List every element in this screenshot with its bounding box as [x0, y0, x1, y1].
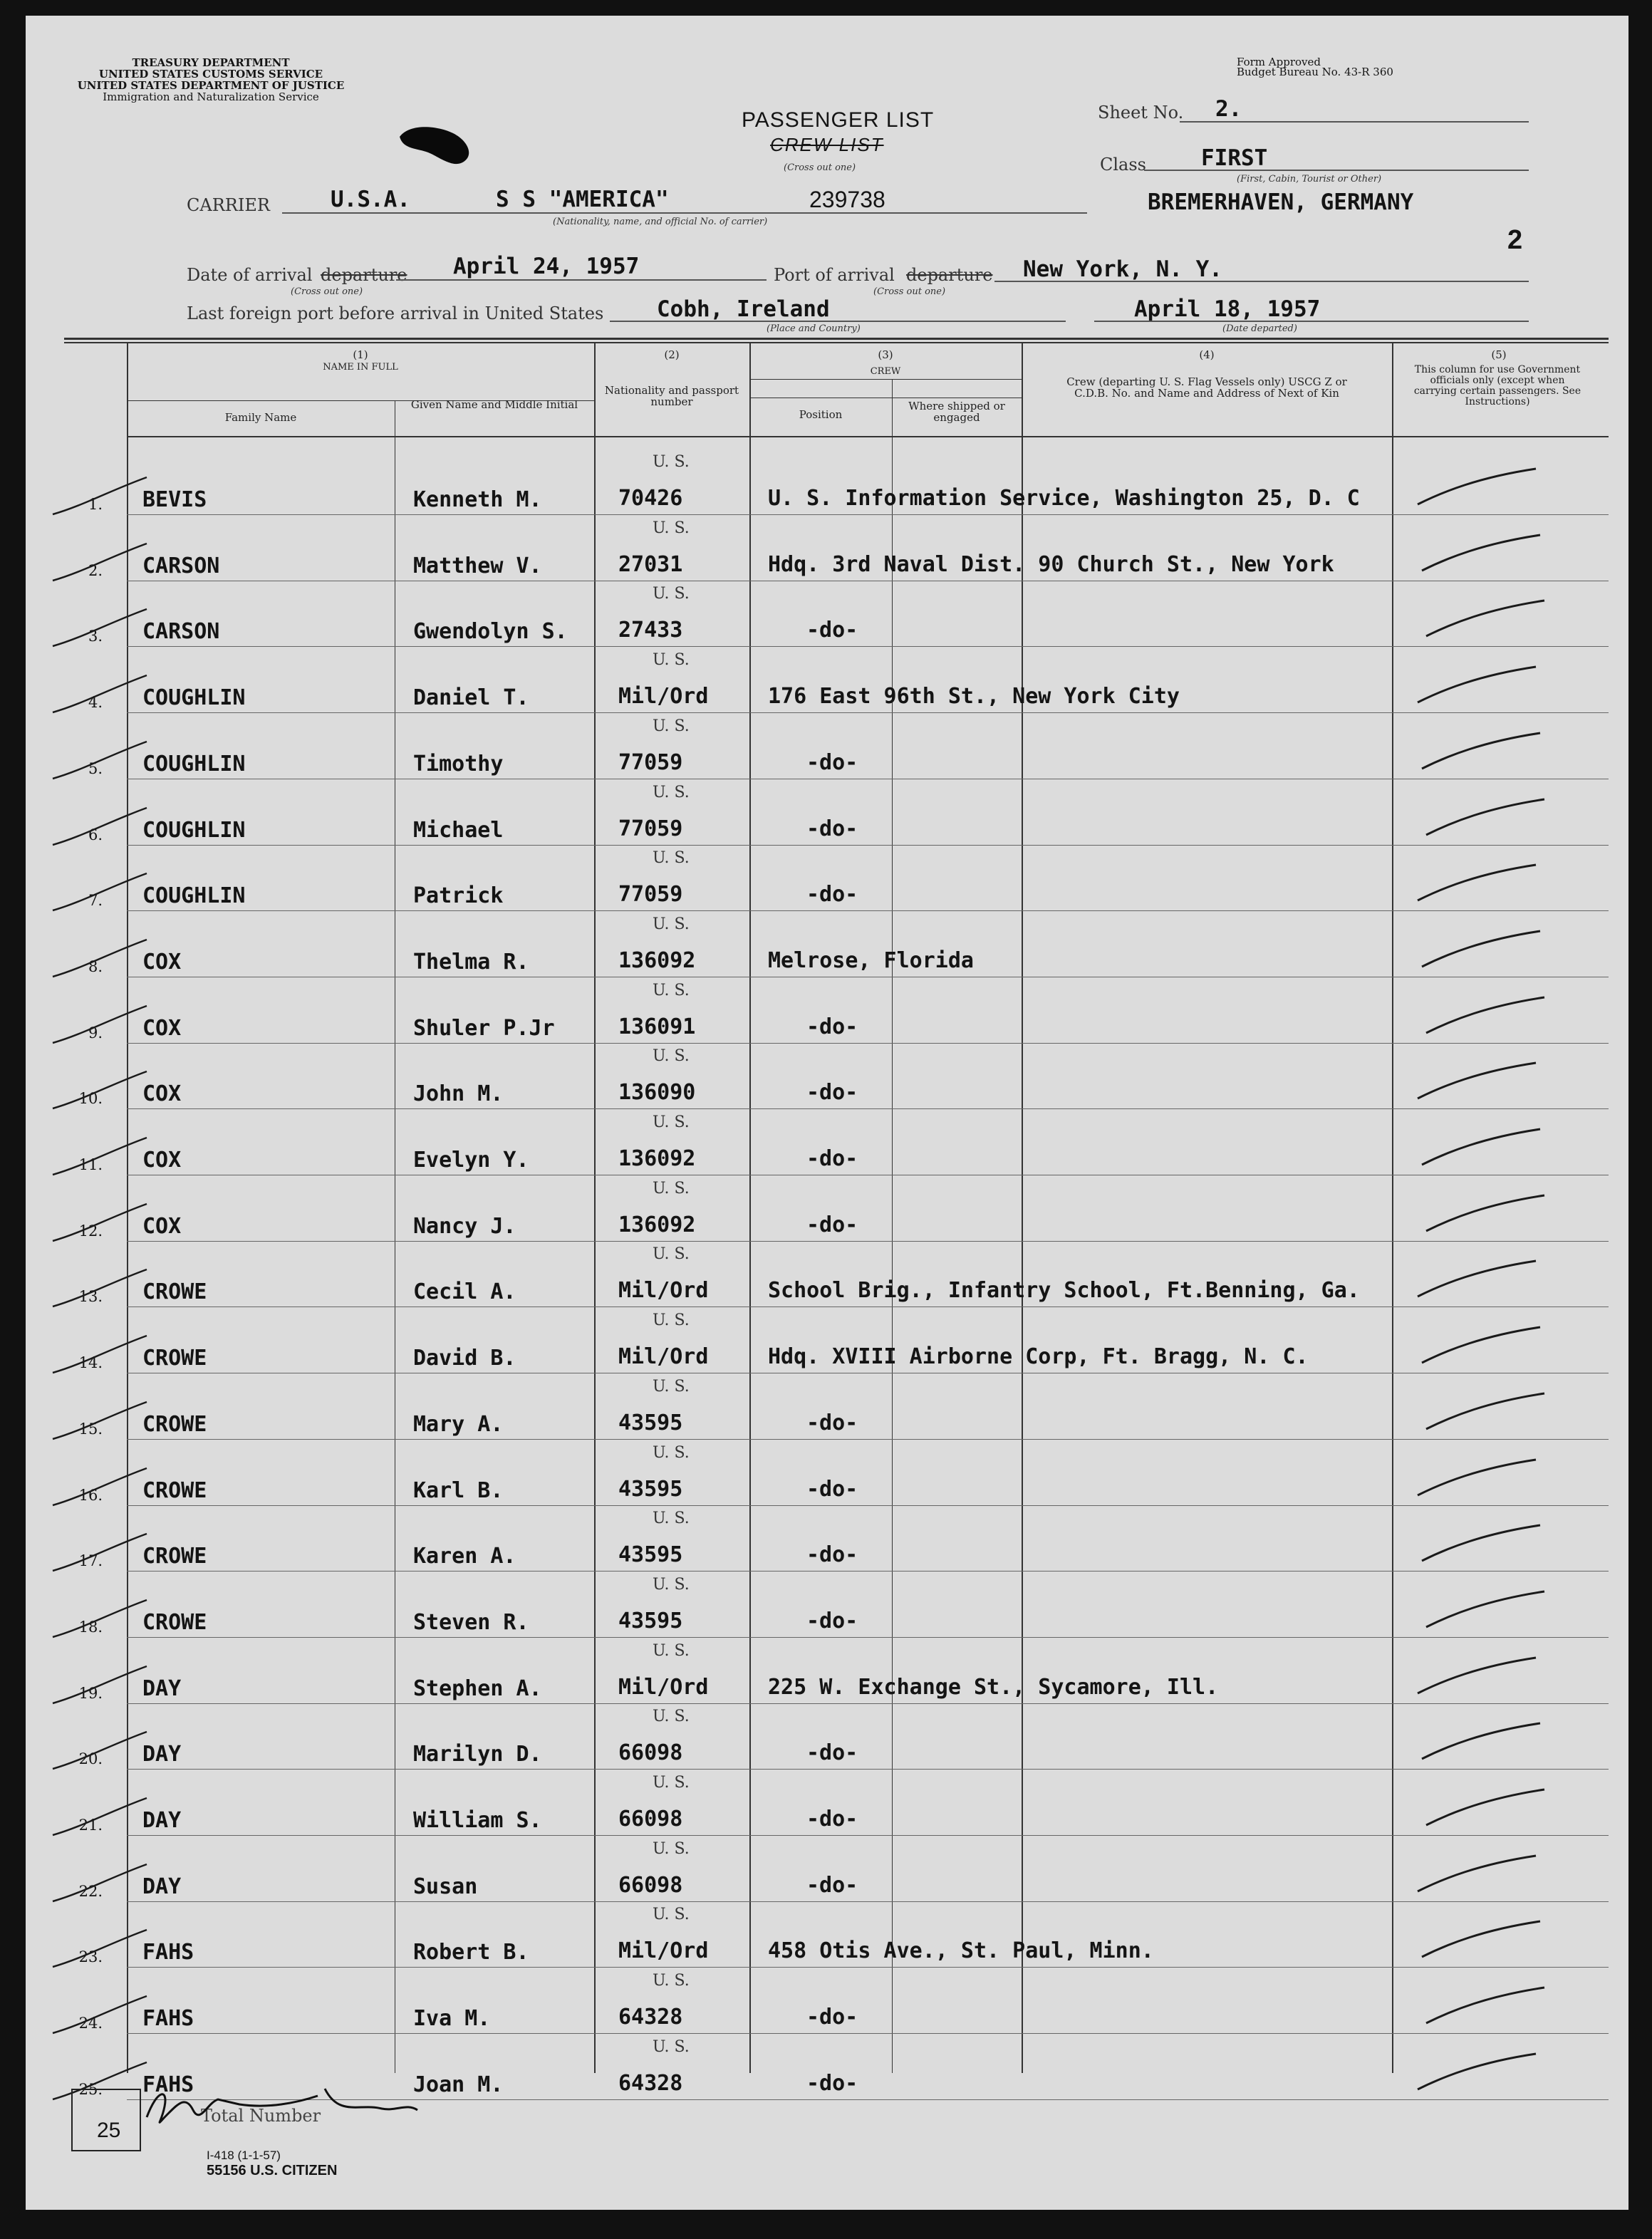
- family-name: CARSON: [142, 554, 220, 578]
- family-name: DAY: [142, 1874, 182, 1899]
- tick-mark-icon: [47, 1531, 154, 1581]
- given-name: Robert B.: [413, 1940, 529, 1965]
- row-number: 21.: [78, 1817, 103, 1834]
- port-cross-hint: (Cross out one): [873, 286, 946, 297]
- row-divider: [127, 1505, 1609, 1506]
- tick-mark-icon: [47, 474, 154, 524]
- tick-mark-icon: [47, 1927, 154, 1977]
- row-number: 18.: [78, 1619, 103, 1636]
- family-name: COUGHLIN: [142, 883, 246, 908]
- row-divider: [127, 2033, 1609, 2034]
- check-mark-icon: [1412, 1916, 1554, 1965]
- departure-port: BREMERHAVEN, GERMANY: [1148, 189, 1414, 215]
- nationality: U. S.: [653, 2038, 690, 2056]
- nationality: U. S.: [653, 1245, 690, 1263]
- nationality: U. S.: [653, 1972, 690, 1990]
- check-mark-icon: [1412, 1321, 1554, 1371]
- check-mark-icon: [1416, 1784, 1559, 1834]
- page-mark: 2: [1507, 225, 1523, 255]
- row-number: 16.: [78, 1487, 103, 1504]
- agency-line-4: Immigration and Naturalization Service: [103, 90, 319, 103]
- family-name: BEVIS: [142, 487, 207, 512]
- family-name: CROWE: [142, 1478, 207, 1503]
- given-name: Stephen A.: [413, 1676, 542, 1701]
- col3-title: CREW: [870, 366, 901, 377]
- row-divider: [127, 1967, 1609, 1968]
- ink-blot: [396, 115, 482, 172]
- passport-number: 136092: [618, 948, 696, 973]
- row-number: 13.: [78, 1288, 103, 1305]
- nationality: U. S.: [653, 651, 690, 669]
- col4-number: (4): [1199, 348, 1215, 361]
- agency-line-3: UNITED STATES DEPARTMENT OF JUSTICE: [77, 79, 345, 92]
- next-of-kin-address: 458 Otis Ave., St. Paul, Minn.: [768, 1938, 1154, 1963]
- given-name: William S.: [413, 1808, 542, 1833]
- next-of-kin-address: -do-: [806, 1807, 858, 1832]
- family-name: CROWE: [142, 1610, 207, 1635]
- col1-title: NAME IN FULL: [323, 362, 398, 373]
- next-of-kin-address: -do-: [806, 618, 858, 643]
- tick-mark-icon: [47, 1795, 154, 1845]
- last-port-hint: (Place and Country): [767, 323, 861, 334]
- next-of-kin-address: Hdq. XVIII Airborne Corp, Ft. Bragg, N. C.: [768, 1344, 1309, 1369]
- tick-mark-icon: [47, 871, 154, 920]
- next-of-kin-address: 176 East 96th St., New York City: [768, 684, 1180, 709]
- passport-number: Mil/Ord: [618, 1278, 709, 1303]
- signature: [125, 2074, 439, 2139]
- form-title: PASSENGER LIST: [742, 108, 935, 132]
- cross-out-hint: (Cross out one): [784, 162, 856, 173]
- row-divider: [127, 712, 1609, 713]
- given-name: Thelma R.: [413, 950, 529, 975]
- carrier-number: 239738: [809, 187, 885, 212]
- check-mark-icon: [1412, 529, 1554, 579]
- carrier-hint: (Nationality, name, and official No. of carrier): [553, 217, 768, 227]
- next-of-kin-address: -do-: [806, 2071, 858, 2096]
- row-divider: [127, 646, 1609, 647]
- check-mark-icon: [1416, 992, 1559, 1041]
- row-number: 23.: [78, 1948, 103, 1965]
- total-label: Total Number: [201, 2106, 321, 2126]
- check-mark-icon: [1412, 1519, 1554, 1569]
- family-name: CROWE: [142, 1544, 207, 1569]
- next-of-kin-address: -do-: [806, 1014, 858, 1039]
- row-number: 8.: [88, 958, 103, 975]
- check-mark-icon: [1416, 1982, 1559, 2032]
- check-mark-icon: [1408, 1850, 1550, 1900]
- where-shipped-header: Where shipped or engaged: [908, 400, 1005, 424]
- passport-number: 66098: [618, 1807, 683, 1832]
- check-mark-icon: [1412, 727, 1554, 777]
- given-name: Cecil A.: [413, 1279, 516, 1304]
- given-name: Gwendolyn S.: [413, 619, 568, 644]
- nationality: U. S.: [653, 1311, 690, 1329]
- tick-mark-icon: [47, 1663, 154, 1713]
- form-approved-2: Budget Bureau No. 43-R 360: [1237, 66, 1393, 78]
- nationality: U. S.: [653, 1180, 690, 1198]
- given-name: Patrick: [413, 883, 504, 908]
- row-number: 25.: [78, 2081, 103, 2098]
- tick-mark-icon: [47, 1069, 154, 1118]
- row-divider: [127, 1703, 1609, 1704]
- row-number: 20.: [78, 1750, 103, 1767]
- class-label: Class: [1100, 155, 1146, 175]
- passport-number: 27433: [618, 618, 683, 643]
- passport-number: 77059: [618, 750, 683, 775]
- sheet-label: Sheet No.: [1098, 103, 1184, 123]
- form-title-crossed: CREW LIST: [770, 134, 884, 155]
- port-value: New York, N. Y.: [1023, 256, 1222, 282]
- family-name: CROWE: [142, 1279, 207, 1304]
- tick-mark-icon: [47, 739, 154, 789]
- row-number: 6.: [88, 826, 103, 843]
- passport-number: 27031: [618, 552, 683, 577]
- family-name: COUGHLIN: [142, 818, 246, 843]
- row-divider: [127, 1306, 1609, 1307]
- family-name-header: Family Name: [224, 411, 297, 424]
- row-divider: [127, 1637, 1609, 1638]
- check-mark-icon: [1416, 1586, 1559, 1636]
- given-name: Matthew V.: [413, 554, 542, 578]
- nationality: U. S.: [653, 982, 690, 999]
- col2-number: (2): [664, 348, 680, 361]
- row-number: 19.: [78, 1685, 103, 1702]
- given-name: Shuler P.Jr: [413, 1016, 555, 1041]
- given-name: Timothy: [413, 752, 504, 776]
- family-name: DAY: [142, 1742, 182, 1767]
- tick-mark-icon: [47, 1003, 154, 1053]
- row-number: 17.: [78, 1552, 103, 1569]
- passport-number: 64328: [618, 2071, 683, 2096]
- passport-number: 136092: [618, 1146, 696, 1171]
- tick-mark-icon: [47, 1729, 154, 1779]
- family-name: CARSON: [142, 619, 220, 644]
- nationality: U. S.: [653, 1774, 690, 1792]
- nationality: U. S.: [653, 585, 690, 603]
- passport-number: 136090: [618, 1080, 696, 1105]
- position-header: Position: [799, 408, 843, 421]
- nationality: U. S.: [653, 1113, 690, 1131]
- next-of-kin-address: -do-: [806, 1542, 858, 1567]
- row-number: 10.: [78, 1090, 103, 1107]
- port-crossed: departure: [906, 265, 993, 285]
- row-divider: [127, 1439, 1609, 1440]
- tick-mark-icon: [47, 1333, 154, 1383]
- family-name: COUGHLIN: [142, 752, 246, 776]
- port-label: Port of arrival: [774, 265, 895, 285]
- given-name: Susan: [413, 1874, 478, 1899]
- carrier-nationality: U.S.A.: [331, 187, 410, 212]
- form-approved-1: Form Approved: [1237, 56, 1321, 68]
- row-number: 2.: [88, 562, 103, 579]
- family-name: COX: [142, 1148, 182, 1173]
- check-mark-icon: [1412, 925, 1554, 975]
- date-crossed: departure: [321, 265, 407, 285]
- total-value: 25: [97, 2119, 121, 2142]
- col2-title: Nationality and passport number: [604, 384, 739, 408]
- nationality: U. S.: [653, 1642, 690, 1660]
- given-name: Iva M.: [413, 2006, 491, 2031]
- row-number: 9.: [88, 1024, 103, 1041]
- row-divider: [127, 514, 1609, 515]
- row-divider: [127, 1835, 1609, 1836]
- passport-number: 66098: [618, 1740, 683, 1765]
- col4-title: Crew (departing U. S. Flag Vessels only) USCG Z or C.D.B. No. and Name and Address of Next of Kin: [1066, 375, 1347, 400]
- given-name-header: Given Name and Middle Initial: [410, 398, 578, 411]
- passport-number: Mil/Ord: [618, 684, 709, 709]
- family-name: COX: [142, 1081, 182, 1106]
- passport-number: 43595: [618, 1542, 683, 1567]
- next-of-kin-address: Hdq. 3rd Naval Dist. 90 Church St., New York: [768, 552, 1334, 577]
- passport-number: 136092: [618, 1212, 696, 1237]
- given-name: Kenneth M.: [413, 487, 542, 512]
- family-name: CROWE: [142, 1412, 207, 1437]
- given-name: Daniel T.: [413, 685, 529, 710]
- family-name: COX: [142, 1214, 182, 1239]
- date-cross-hint: (Cross out one): [291, 286, 363, 297]
- check-mark-icon: [1408, 1454, 1550, 1504]
- passport-number: 77059: [618, 882, 683, 907]
- given-name: John M.: [413, 1081, 504, 1106]
- date-departed-value: April 18, 1957: [1134, 296, 1321, 322]
- tick-mark-icon: [47, 606, 154, 656]
- nationality: U. S.: [653, 1047, 690, 1065]
- check-mark-icon: [1408, 2048, 1550, 2098]
- document-page: [26, 16, 1628, 2210]
- tick-mark-icon: [47, 1597, 154, 1647]
- passport-number: 43595: [618, 1411, 683, 1435]
- given-name: Karen A.: [413, 1544, 516, 1569]
- nationality: U. S.: [653, 915, 690, 933]
- nationality: U. S.: [653, 849, 690, 867]
- check-mark-icon: [1416, 794, 1559, 843]
- family-name: FAHS: [142, 1940, 194, 1965]
- row-number: 5.: [88, 760, 103, 777]
- passport-number: 70426: [618, 486, 683, 511]
- given-name: Marilyn D.: [413, 1742, 542, 1767]
- row-divider: [127, 1043, 1609, 1044]
- family-name: CROWE: [142, 1346, 207, 1371]
- next-of-kin-address: -do-: [806, 1740, 858, 1765]
- check-mark-icon: [1412, 1123, 1554, 1173]
- nationality: U. S.: [653, 717, 690, 735]
- given-name: Steven R.: [413, 1610, 529, 1635]
- family-name: DAY: [142, 1808, 182, 1833]
- passport-number: 43595: [618, 1609, 683, 1633]
- check-mark-icon: [1412, 1718, 1554, 1767]
- nationality: U. S.: [653, 519, 690, 537]
- family-name: DAY: [142, 1676, 182, 1701]
- next-of-kin-address: 225 W. Exchange St., Sycamore, Ill.: [768, 1675, 1219, 1700]
- given-name: Evelyn Y.: [413, 1148, 529, 1173]
- next-of-kin-address: -do-: [806, 750, 858, 775]
- tick-mark-icon: [47, 1201, 154, 1251]
- check-mark-icon: [1408, 661, 1550, 711]
- row-divider: [127, 1241, 1609, 1242]
- citizen-note: 55156 U.S. CITIZEN: [207, 2163, 338, 2178]
- row-number: 11.: [78, 1156, 103, 1173]
- next-of-kin-address: -do-: [806, 1212, 858, 1237]
- next-of-kin-address: -do-: [806, 1411, 858, 1435]
- row-number: 4.: [88, 694, 103, 711]
- last-port-value: Cobh, Ireland: [657, 296, 830, 322]
- nationality: U. S.: [653, 1444, 690, 1462]
- given-name: David B.: [413, 1346, 516, 1371]
- row-number: 3.: [88, 628, 103, 645]
- check-mark-icon: [1408, 1652, 1550, 1702]
- class-hint: (First, Cabin, Tourist or Other): [1237, 174, 1382, 185]
- form-number: I-418 (1-1-57): [207, 2149, 281, 2162]
- nationality: U. S.: [653, 1378, 690, 1396]
- passport-number: Mil/Ord: [618, 1344, 709, 1369]
- next-of-kin-address: School Brig., Infantry School, Ft.Benning, Ga.: [768, 1278, 1360, 1303]
- given-name: Nancy J.: [413, 1214, 516, 1239]
- col5-number: (5): [1491, 348, 1507, 361]
- col3-number: (3): [878, 348, 893, 361]
- check-mark-icon: [1408, 859, 1550, 909]
- given-name: Michael: [413, 818, 504, 843]
- next-of-kin-address: -do-: [806, 2005, 858, 2030]
- family-name: COUGHLIN: [142, 685, 246, 710]
- agency-line-1: TREASURY DEPARTMENT: [132, 56, 290, 69]
- tick-mark-icon: [47, 541, 154, 591]
- passport-number: Mil/Ord: [618, 1675, 709, 1700]
- row-number: 15.: [78, 1420, 103, 1438]
- next-of-kin-address: U. S. Information Service, Washington 25, D. C: [768, 486, 1360, 511]
- passport-number: 66098: [618, 1873, 683, 1898]
- row-number: 22.: [78, 1883, 103, 1900]
- passport-number: Mil/Ord: [618, 1938, 709, 1963]
- nationality: U. S.: [653, 1510, 690, 1527]
- tick-mark-icon: [47, 1861, 154, 1911]
- tick-mark-icon: [47, 937, 154, 987]
- family-name: COX: [142, 950, 182, 975]
- family-name: COX: [142, 1016, 182, 1041]
- given-name: Mary A.: [413, 1412, 504, 1437]
- agency-line-2: UNITED STATES CUSTOMS SERVICE: [98, 68, 323, 80]
- row-number: 14.: [78, 1354, 103, 1371]
- row-number: 24.: [78, 2015, 103, 2032]
- check-mark-icon: [1408, 463, 1550, 513]
- tick-mark-icon: [47, 805, 154, 855]
- tick-mark-icon: [47, 1399, 154, 1449]
- passport-number: 136091: [618, 1014, 696, 1039]
- nationality: U. S.: [653, 784, 690, 801]
- row-number: 12.: [78, 1222, 103, 1240]
- next-of-kin-address: -do-: [806, 1146, 858, 1171]
- row-divider: [127, 1571, 1609, 1572]
- nationality: U. S.: [653, 453, 690, 471]
- given-name: Karl B.: [413, 1478, 504, 1503]
- family-name: FAHS: [142, 2072, 194, 2097]
- passport-number: 43595: [618, 1477, 683, 1502]
- row-divider: [127, 910, 1609, 911]
- next-of-kin-address: -do-: [806, 1873, 858, 1898]
- nationality: U. S.: [653, 1576, 690, 1594]
- carrier-label: CARRIER: [187, 195, 270, 215]
- row-divider: [127, 845, 1609, 846]
- check-mark-icon: [1416, 1388, 1559, 1438]
- date-label: Date of arrival: [187, 265, 313, 285]
- next-of-kin-address: -do-: [806, 1080, 858, 1105]
- row-divider: [127, 1901, 1609, 1902]
- tick-mark-icon: [47, 1135, 154, 1185]
- last-port-label: Last foreign port before arrival in United States: [187, 303, 604, 323]
- tick-mark-icon: [47, 1465, 154, 1515]
- given-name: Joan M.: [413, 2072, 504, 2097]
- tick-mark-icon: [47, 1993, 154, 2043]
- check-mark-icon: [1416, 1190, 1559, 1240]
- col5-title: This column for use Government officials only (except when carrying certain passengers. See Instructions): [1413, 364, 1581, 407]
- row-number: 7.: [88, 892, 103, 909]
- next-of-kin-address: -do-: [806, 1477, 858, 1502]
- class-value: FIRST: [1201, 145, 1268, 171]
- next-of-kin-address: -do-: [806, 816, 858, 841]
- row-divider: [127, 1769, 1609, 1770]
- next-of-kin-address: Melrose, Florida: [768, 948, 974, 973]
- date-value: April 24, 1957: [453, 254, 640, 279]
- nationality: U. S.: [653, 1840, 690, 1858]
- next-of-kin-address: -do-: [806, 1609, 858, 1633]
- carrier-name: S S "AMERICA": [496, 187, 669, 212]
- sheet-number: 2.: [1215, 96, 1242, 122]
- check-mark-icon: [1408, 1057, 1550, 1107]
- nationality: U. S.: [653, 1708, 690, 1725]
- check-mark-icon: [1416, 595, 1559, 645]
- family-name: FAHS: [142, 2006, 194, 2031]
- tick-mark-icon: [47, 1267, 154, 1316]
- tick-mark-icon: [47, 672, 154, 722]
- row-divider: [127, 1108, 1609, 1109]
- col1-number: (1): [353, 348, 368, 361]
- check-mark-icon: [1408, 1255, 1550, 1305]
- passport-number: 64328: [618, 2005, 683, 2030]
- row-number: 1.: [88, 496, 103, 513]
- nationality: U. S.: [653, 1906, 690, 1923]
- date-departed-hint: (Date departed): [1222, 323, 1297, 334]
- next-of-kin-address: -do-: [806, 882, 858, 907]
- passport-number: 77059: [618, 816, 683, 841]
